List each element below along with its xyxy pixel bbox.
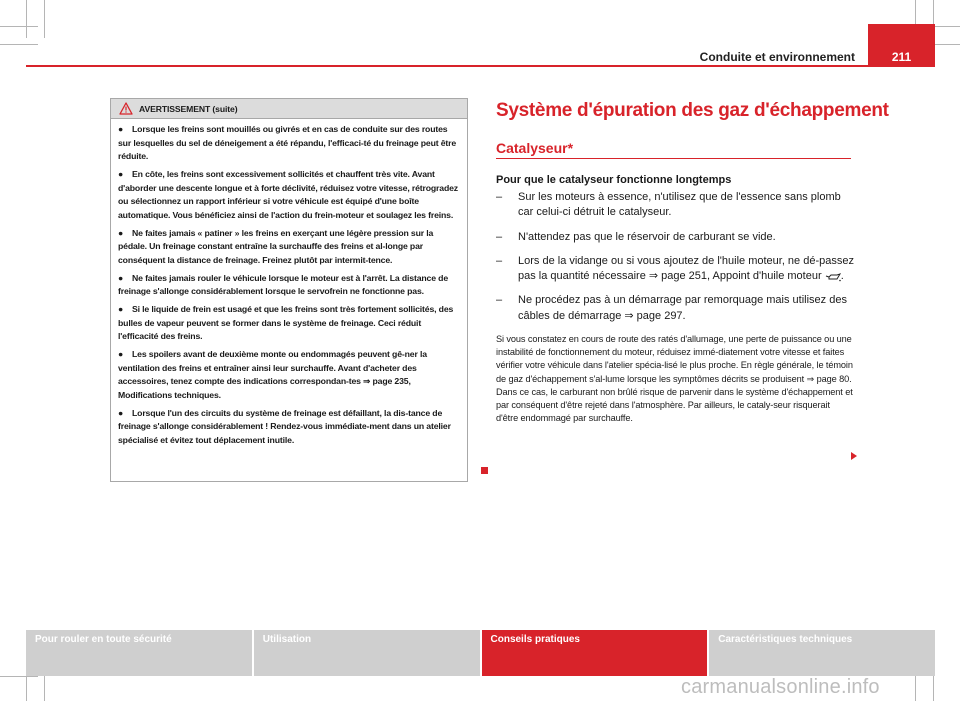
warning-item: ● Lorsque l'un des circuits du système de freinage est défaillant, la dis-tance de freinage s'allonge considérablement ! Rendez-vous immédiate-ment dans un atelier spécialisé et évitez tout déplacement inutile. <box>118 407 451 445</box>
chapter-navigation <box>26 630 935 676</box>
header-rule <box>26 65 935 67</box>
crop-mark <box>0 676 38 677</box>
crop-mark <box>0 44 38 45</box>
page-number: 211 <box>891 50 912 64</box>
crop-mark <box>0 26 38 27</box>
running-header-title: Conduite et environnement <box>699 50 855 64</box>
chapter-tab-operation[interactable]: Utilisation <box>254 630 480 676</box>
warning-box <box>110 98 468 482</box>
crop-mark <box>44 0 45 38</box>
continue-arrow-icon <box>851 452 857 460</box>
warning-triangle-icon <box>119 102 133 115</box>
warning-item: ● Ne faites jamais rouler le véhicule lorsque le moteur est à l'arrêt. La distance de freinage s'allonge considérablement lorsque le servofrein ne fonctionne pas. <box>118 272 449 296</box>
subsection-title: Catalyseur* <box>496 140 574 156</box>
section-title: Système d'épuration des gaz d'échappement <box>496 100 889 121</box>
warning-title: AVERTISSEMENT (suite) <box>139 103 238 114</box>
section-content <box>496 174 854 426</box>
section-end-marker <box>481 467 488 474</box>
warning-header <box>111 99 467 119</box>
watermark: carmanualsonline.info <box>681 676 880 698</box>
lead-heading: Pour que le catalyseur fonctionne longtemps <box>496 174 732 186</box>
chapter-tab-technical-data[interactable]: Caractéristiques techniques <box>709 630 935 676</box>
warning-item: ● Ne faites jamais « patiner » les freins en exerçant une légère pression sur la pédale. Un freinage constant entraîne la surchauffe des freins et al-longe par conséquent la distance de freinage. Freinez plutôt par intermit-tence. <box>118 227 434 265</box>
body-paragraph: Si vous constatez en cours de route des ratés d'allumage, une perte de puissance ou une instabilité de fonctionnement du moteur, réduisez immé-diatement votre vitesse et faites vérifier votre véhicule dans l'atelier spécia-lisé le plus proche. En règle générale, le témoin de gaz d'échappement s'al-lume lorsque les symptômes décrits se produisent ⇒ page 80. Dans ce cas, le carburant non brûlé risque de parvenir dans le système d'échappement et par conséquent d'être rejeté dans l'atmosphère. Par ailleurs, le cataly-seur risquerait d'être endommagé par surchauffe. <box>496 334 853 424</box>
chapter-tab-safety[interactable]: Pour rouler en toute sécurité <box>26 630 252 676</box>
crop-mark <box>26 0 27 38</box>
list-item: – Ne procédez pas à un démarrage par remorquage mais utilisez des câbles de démarrage ⇒ page 297. <box>496 294 847 322</box>
warning-body <box>111 119 467 447</box>
list-item: – Lors de la vidange ou si vous ajoutez de l'huile moteur, ne dé-passez pas la quantité nécessaire ⇒ page 251, Appoint d'huile moteur . <box>496 254 854 283</box>
subsection-rule <box>496 158 851 159</box>
list-item: – N'attendez pas que le réservoir de carburant se vide. <box>496 230 776 243</box>
warning-item: ● Si le liquide de frein est usagé et que les freins sont très fortement sollicités, des bulles de vapeur peuvent se former dans le système de freinage. Ceci réduit l'efficacité des freins. <box>118 304 454 341</box>
warning-item: ● Lorsque les freins sont mouillés ou givrés et en cas de conduite sur des routes sur lesquelles du sel de déneigement a été répandu, l'efficaci-té du freinage peut être réduite. <box>118 124 457 161</box>
warning-item: ● Les spoilers avant de deuxième monte ou endommagés peuvent gê-ner la ventilation des freins et entraîner ainsi leur surchauffe. Avant d'acheter des accessoires, tenez compte des indications correspondan-tes ⇒ page 235, Modifications techniques. <box>118 349 427 400</box>
oil-can-icon <box>825 272 841 281</box>
list-item: – Sur les moteurs à essence, n'utilisez que de l'essence sans plomb car celui-ci détruit le catalyseur. <box>496 191 841 219</box>
chapter-tab-practical-tips[interactable]: Conseils pratiques <box>482 630 708 676</box>
warning-item: ● En côte, les freins sont excessivement sollicités et chauffent très vite. Avant d'aborder une descente longue et à forte déclivité, réduisez votre vitesse, rétrogradez ou sélectionnez un rapport inférieur si votre véhicule est équipé d'une boîte automatique. Vous bénéficiez ainsi de l'action du frein-moteur et soulagez les freins. <box>118 169 459 220</box>
